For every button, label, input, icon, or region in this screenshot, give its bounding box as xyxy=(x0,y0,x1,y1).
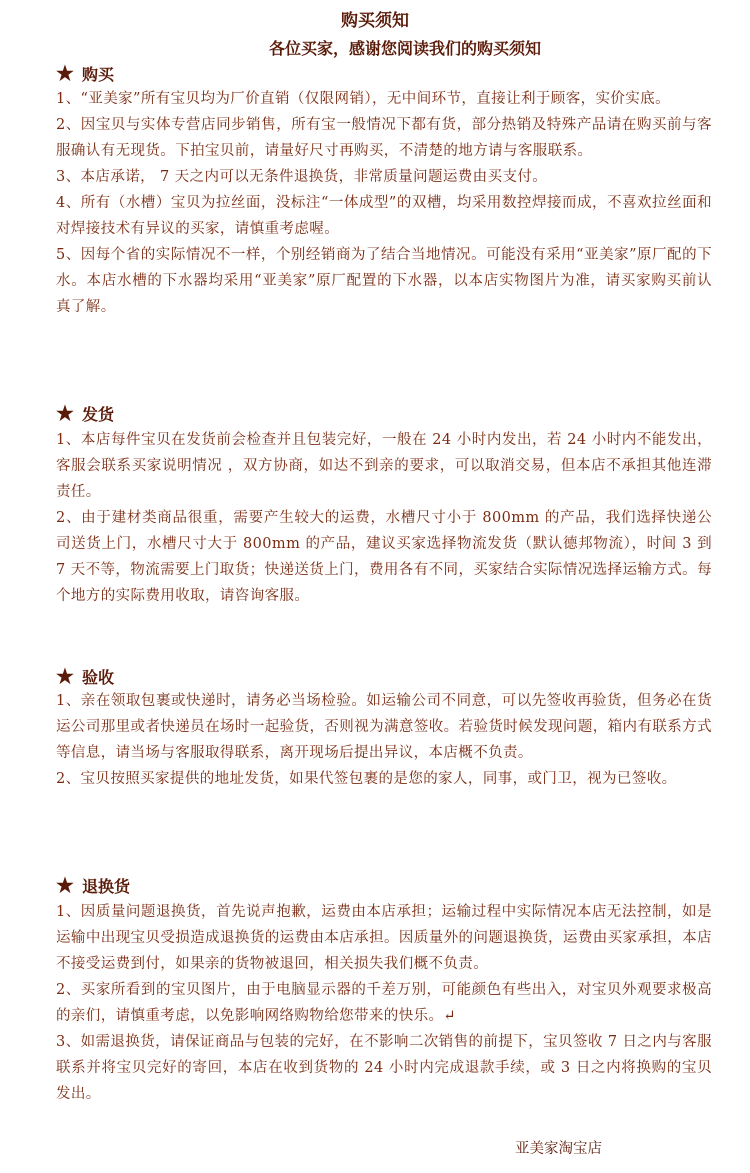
section-heading xyxy=(56,663,712,689)
store-signature: 亚美家淘宝店 xyxy=(515,1141,602,1157)
section-heading-label: 退换货 xyxy=(81,876,130,896)
paragraph: 1、亲在领取包裹或快递时，请务必当场检验。如运输公司不同意，可以先签收再验货，但务必在货运公司那里或者快递员在场时一起验货，否则视为满意签收。若验货时候发现问题，箱内有联系方式等信息，请当场与客服取得联系，离开现场后提出异议，本店概不负责。 xyxy=(56,693,712,761)
section-returns xyxy=(56,872,712,898)
paragraph: 5、因每个省的实际情况不一样，个别经销商为了结合当地情况。可能没有采用“亚美家”原厂配的下水。本店水槽的下水器均采用“亚美家”原厂配置的下水器，以本店实物图片为准，请买家购买前认真了解。 xyxy=(56,247,712,315)
paragraph: 3、本店承诺， 7 天之内可以无条件退换货，非常质量问题运费由买支付。 xyxy=(56,169,548,185)
paragraph: 4、所有（水槽）宝贝为拉丝面，没标注“一体成型”的双槽，均采用数控焊接而成，不喜欢拉丝面和对焊接技术有异议的买家，请慎重考虑喔。 xyxy=(56,195,712,237)
section-heading-label: 验收 xyxy=(81,667,114,687)
section-heading xyxy=(56,400,712,426)
paragraph: 2、买家所看到的宝贝图片，由于电脑显示器的千差万别，可能颜色有些出入，对宝贝外观要求极高的亲们，请慎重考虑，以免影响网络购物给您带来的快乐。↵ xyxy=(56,982,712,1024)
paragraph: 2、由于建材类商品很重，需要产生较大的运费，水槽尺寸小于 800mm 的产品，我们选择快递公司送货上门，水槽尺寸大于 800mm 的产品，建议买家选择物流发货（默认德邦物流），时间 3 到 7 天不等，物流需要上门取货；快递送货上门，费用各有不同，买家结合实际情况选择运输方式。每个地方的实际费用收取，请咨询客服。 xyxy=(56,510,712,604)
section-purchase xyxy=(56,60,712,86)
paragraph: 1、“亚美家”所有宝贝均为厂价直销（仅限网销），无中间环节，直接让利于顾客，实价实底。 xyxy=(56,91,670,107)
paragraph: 1、因质量问题退换货，首先说声抱歉，运费由本店承担；运输过程中实际情况本店无法控制，如是运输中出现宝贝受损造成退换货的运费由本店承担。因质量外的问题退换货，运费由买家承担，本店不接受运费到付，如果亲的货物被退回，相关损失我们概不负责。 xyxy=(56,904,712,972)
section-heading-label: 发货 xyxy=(81,404,114,424)
paragraph: 1、本店每件宝贝在发货前会检查并且包装完好，一般在 24 小时内发出，若 24 小时内不能发出，客服会联系买家说明情况 ，双方协商，如达不到亲的要求，可以取消交易，但本店不承担其他连滞责任。 xyxy=(56,432,712,500)
section-heading xyxy=(56,60,712,86)
section-inspection xyxy=(56,663,712,689)
section-heading-label: 购买 xyxy=(81,64,114,84)
star-icon: ★ xyxy=(56,401,74,425)
section-inspection-body xyxy=(56,688,712,792)
section-purchase-body xyxy=(56,86,712,320)
page-subtitle: 各位买家，感谢您阅读我们的购买须知 xyxy=(268,39,541,58)
page-title: 购买须知 xyxy=(341,11,409,31)
star-icon: ★ xyxy=(56,664,74,688)
section-heading xyxy=(56,872,712,898)
section-shipping-body xyxy=(56,427,712,609)
section-returns-body xyxy=(56,899,712,1107)
section-shipping xyxy=(56,400,712,426)
paragraph: 2、宝贝按照买家提供的地址发货，如果代签包裹的是您的家人，同事，或门卫，视为已签收。 xyxy=(56,771,677,787)
star-icon: ★ xyxy=(56,873,74,897)
paragraph: 2、因宝贝与实体专营店同步销售，所有宝一般情况下都有货，部分热销及特殊产品请在购买前与客服确认有无现货。下拍宝贝前，请量好尺寸再购买，不清楚的地方请与客服联系。 xyxy=(56,117,712,159)
star-icon: ★ xyxy=(56,61,74,85)
paragraph: 3、如需退换货，请保证商品与包装的完好，在不影响二次销售的前提下，宝贝签收 7 日之内与客服联系并将宝贝完好的寄回，本店在收到货物的 24 小时内完成退款手续，或 3 日之内将换购的宝贝发出。 xyxy=(56,1034,712,1102)
